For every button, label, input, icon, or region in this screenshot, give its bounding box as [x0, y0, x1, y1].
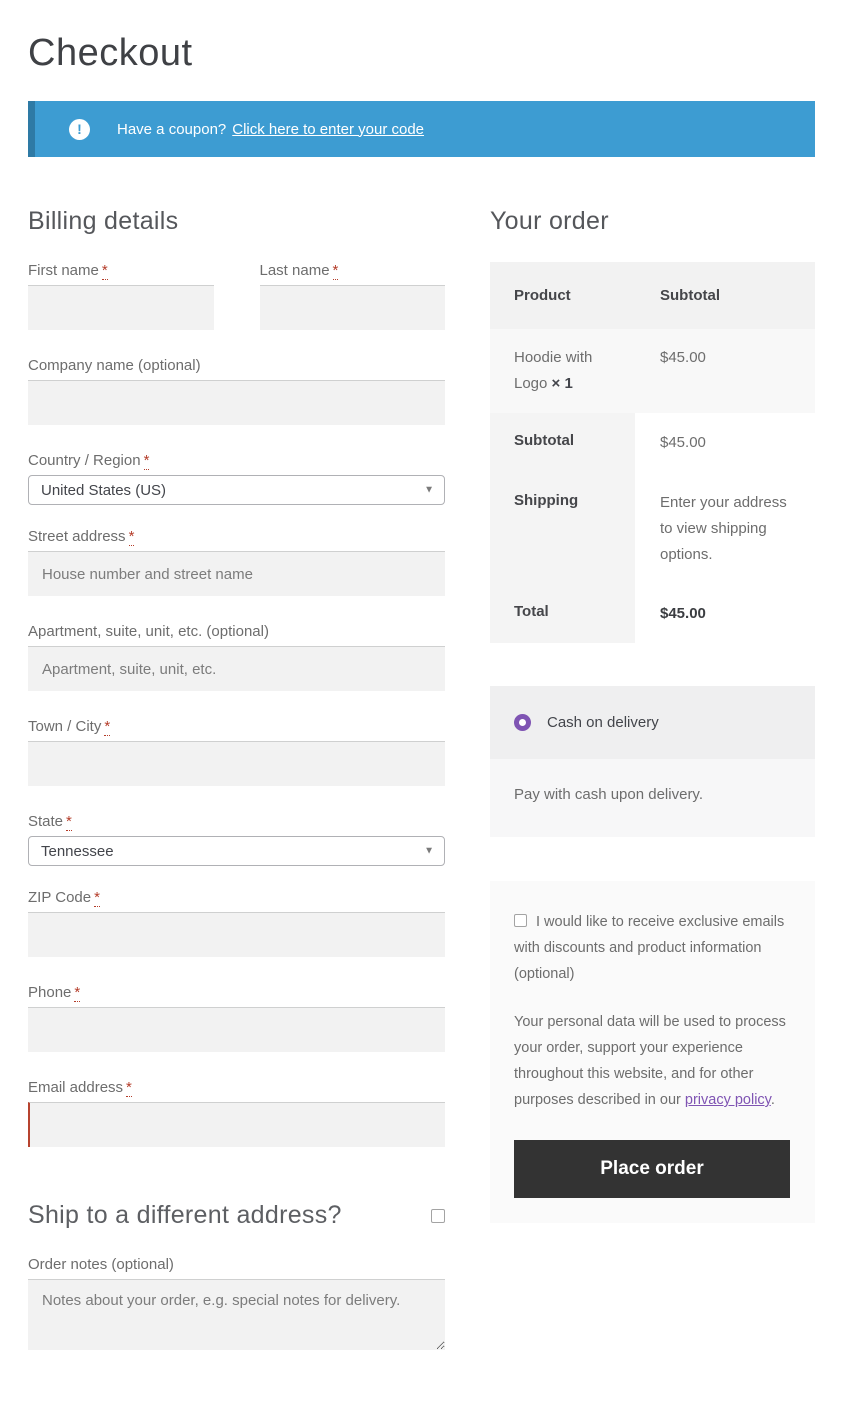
order-review-column: [490, 207, 815, 1223]
field-phone: [28, 984, 445, 1052]
total-label: Total: [490, 585, 635, 643]
payment-method-label: Cash on delivery: [547, 714, 659, 731]
required-mark: *: [104, 718, 111, 735]
required-mark: *: [126, 1079, 132, 1096]
order-review-table: [490, 262, 815, 643]
street-address-input[interactable]: [28, 551, 445, 596]
street-address-label: Street address *: [28, 528, 135, 545]
your-order-heading: Your order: [490, 207, 609, 235]
checkout-columns: [28, 207, 815, 1377]
apartment-label: Apartment, suite, unit, etc. (optional): [28, 623, 269, 640]
field-email: [28, 1079, 445, 1147]
zip-label: ZIP Code *: [28, 889, 100, 906]
required-mark: *: [101, 262, 108, 279]
first-name-label: First name *: [28, 262, 108, 279]
field-country: [28, 452, 445, 505]
shipping-value: Enter your address to view shipping options.: [635, 473, 815, 585]
field-first-name: [28, 262, 214, 330]
required-mark: *: [66, 813, 72, 830]
place-order-button[interactable]: Place order: [514, 1140, 790, 1198]
subtotal-value: $45.00: [635, 413, 815, 473]
order-notes-textarea[interactable]: [28, 1279, 445, 1350]
billing-column: [28, 207, 445, 1377]
payment-method-description: Pay with cash upon delivery.: [490, 759, 815, 837]
required-mark: *: [332, 262, 339, 279]
email-label: Email address *: [28, 1079, 132, 1096]
info-icon: !: [69, 119, 90, 140]
total-value: $45.00: [635, 585, 815, 643]
required-mark: *: [143, 452, 150, 469]
phone-label: Phone *: [28, 984, 81, 1001]
city-label: Town / City *: [28, 718, 111, 735]
field-city: [28, 718, 445, 786]
name-row: [28, 262, 445, 357]
privacy-policy-link[interactable]: privacy policy: [684, 1092, 771, 1108]
last-name-label: Last name *: [259, 262, 339, 279]
email-input[interactable]: [28, 1102, 445, 1147]
field-apartment: [28, 623, 445, 691]
column-header-subtotal: Subtotal: [635, 262, 815, 329]
zip-input[interactable]: [28, 912, 445, 957]
company-input[interactable]: [28, 380, 445, 425]
order-item-name: Hoodie with Logo × 1: [490, 329, 635, 413]
field-street-address: [28, 528, 445, 596]
state-select[interactable]: [28, 836, 445, 866]
field-company: [28, 357, 445, 425]
first-name-input[interactable]: [28, 285, 214, 330]
country-label: Country / Region *: [28, 452, 150, 469]
ship-to-different-address-row: [28, 1201, 445, 1230]
shipping-label: Shipping: [490, 473, 635, 585]
required-mark: *: [94, 889, 100, 906]
country-select[interactable]: [28, 475, 445, 505]
subtotal-label: Subtotal: [490, 413, 635, 473]
apartment-input[interactable]: [28, 646, 445, 691]
billing-heading: Billing details: [28, 207, 179, 235]
city-input[interactable]: [28, 741, 445, 786]
marketing-optin: [514, 909, 790, 987]
page-title: Checkout: [28, 32, 193, 74]
field-state: [28, 813, 445, 866]
field-order-notes: [28, 1256, 445, 1350]
marketing-optin-checkbox[interactable]: [514, 914, 527, 927]
order-notes-label: Order notes (optional): [28, 1256, 174, 1273]
payment-method-cod[interactable]: [490, 686, 815, 759]
ship-to-different-address-checkbox[interactable]: [431, 1209, 445, 1223]
coupon-banner: [28, 101, 815, 157]
order-item-price: $45.00: [635, 329, 815, 413]
last-name-input[interactable]: [260, 285, 446, 330]
order-item-quantity: × 1: [551, 375, 573, 392]
phone-input[interactable]: [28, 1007, 445, 1052]
radio-button-selected[interactable]: [514, 714, 531, 731]
place-order-section: [490, 881, 815, 1223]
state-selected-value: Tennessee: [41, 842, 114, 860]
country-selected-value: United States (US): [41, 481, 167, 499]
state-label: State *: [28, 813, 72, 830]
privacy-notice: Your personal data will be used to process your order, support your experience throughout this website, and for other purposes described in our privacy policy.: [514, 1014, 786, 1108]
coupon-link[interactable]: Click here to enter your code: [232, 120, 425, 138]
field-last-name: [260, 262, 446, 330]
field-zip: [28, 889, 445, 957]
required-mark: *: [128, 528, 135, 545]
company-label: Company name (optional): [28, 357, 201, 374]
coupon-text: Have a coupon?: [117, 120, 227, 138]
ship-to-different-address-heading: Ship to a different address?: [28, 1201, 342, 1229]
marketing-optin-label: I would like to receive exclusive emails with discounts and product information (optional): [514, 914, 785, 982]
payment-methods: [490, 686, 815, 837]
chevron-down-icon: ▼: [424, 845, 434, 857]
column-header-product: Product: [490, 262, 635, 329]
chevron-down-icon: ▼: [424, 484, 434, 496]
required-mark: *: [74, 984, 81, 1001]
